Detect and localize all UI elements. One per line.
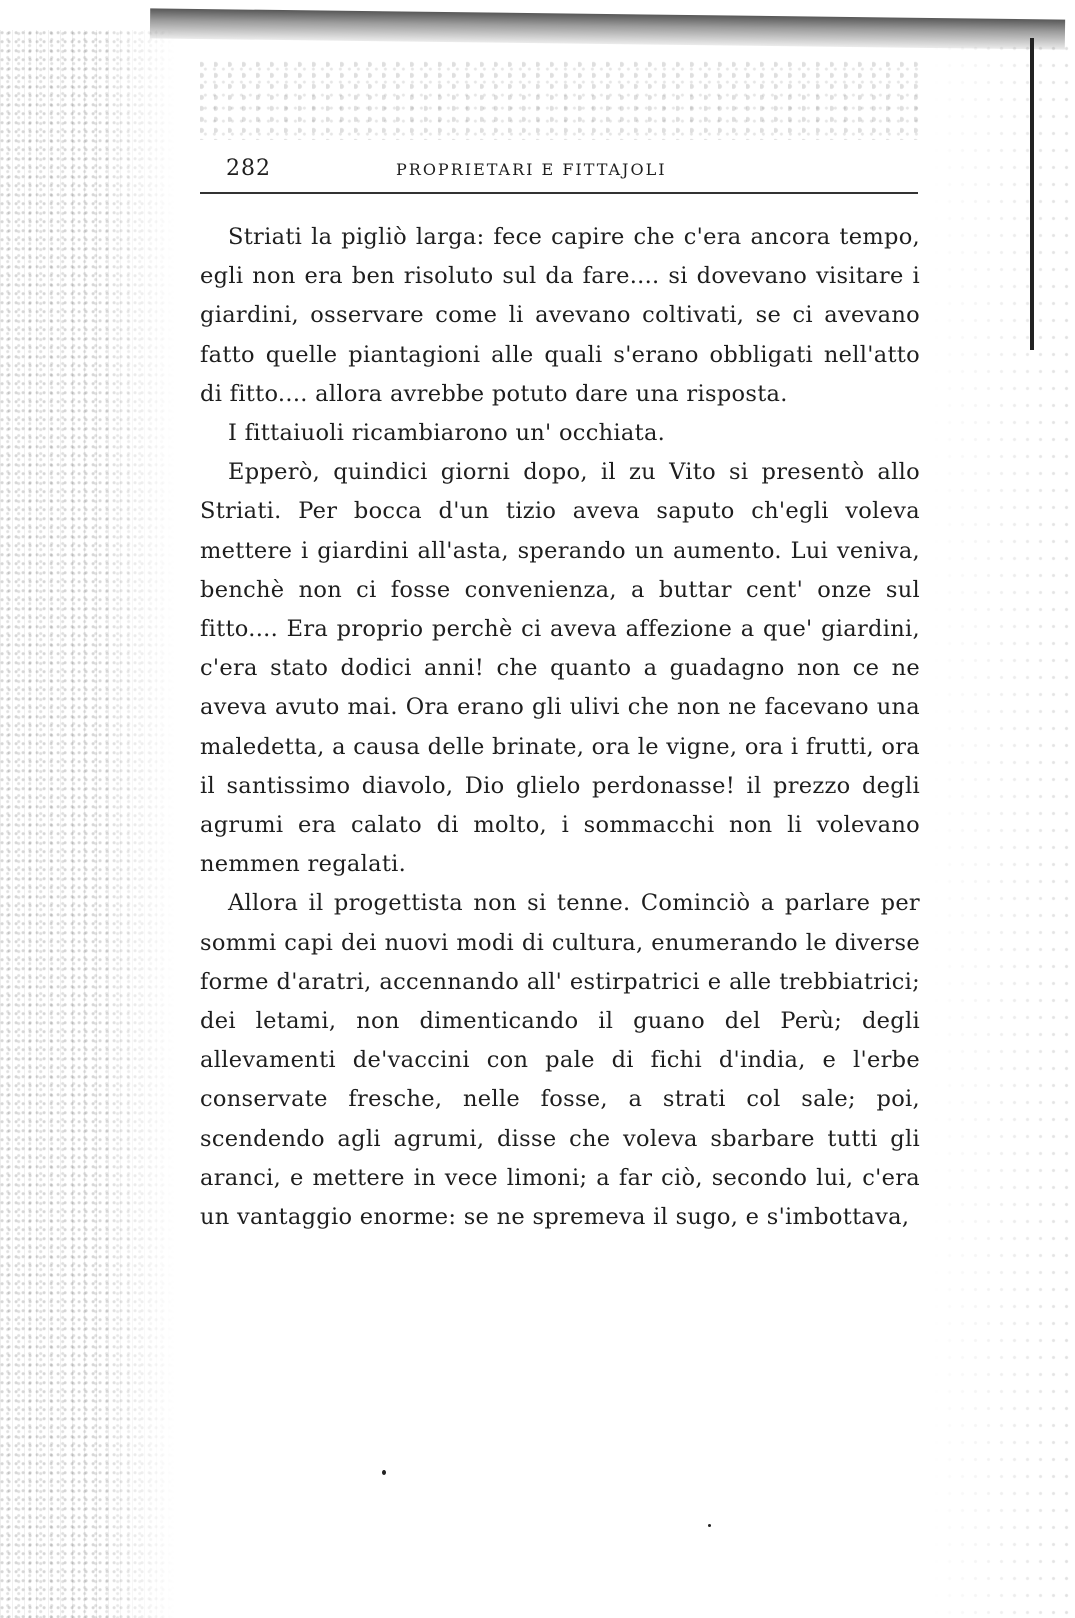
ink-speck bbox=[708, 1524, 711, 1527]
page-number: 282 bbox=[226, 156, 271, 181]
scan-noise-right bbox=[930, 40, 1075, 1618]
ink-speck bbox=[382, 1470, 386, 1475]
paragraph: I fittaiuoli ricambiarono un' occhiata. bbox=[228, 420, 666, 447]
scan-noise-left bbox=[0, 30, 175, 1618]
scan-noise-top bbox=[200, 60, 920, 140]
paragraph: Striati la pigliò larga: fece capire che c'era ancora tempo, egli non era ben risoluto sul da fare.... si dovevano visitare i giardini, osservare come li avevano coltivati, se ci avevano fatto quelle piantagioni alle quali s'erano obbligati nell'atto di fitto.... allora avrebbe potuto dare una risposta. bbox=[200, 224, 920, 407]
paragraph: Allora il progettista non si tenne. Cominciò a parlare per sommi capi dei nuovi modi di cultura, enumerando le diverse forme d'aratri, accennando all' estirpatrici e alle trebbiatrici; dei letami, non dimenticando il guano del Perù; degli allevamenti de'vaccini con pale di fichi d'india, e l'erbe conservate fresche, nelle fosse, a strati col sale; poi, scendendo agli agrumi, disse che voleva sbarbare tutti gli aranci, e mettere in vece limoni; a far ciò, secondo lui, c'era un vantaggio enorme: se ne spremeva il sugo, e s'imbottava, bbox=[200, 890, 920, 1231]
running-title: PROPRIETARI E FITTAJOLI bbox=[396, 160, 667, 179]
paragraph: Epperò, quindici giorni dopo, il zu Vito si presentò allo Striati. Per bocca d'un tizio aveva saputo ch'egli voleva mettere i giardini all'asta, sperando un aumento. Lui veniva, benchè non ci fosse convenienza, a buttar cent' onze sul fitto.... Era proprio perchè ci aveva affezione a que' giardini, c'era stato dodici anni! che quanto a guadagno non ce ne aveva avuto mai. Ora erano gli ulivi che non ne facevano una maledetta, a causa delle brinate, ora le vigne, ora i frutti, ora il santissimo diavolo, Dio glielo perdonasse! il prezzo degli agrumi era calato di molto, i sommacchi non li volevano nemmen regalati. bbox=[200, 459, 921, 878]
running-head bbox=[200, 150, 918, 194]
scan-edge-right bbox=[1030, 38, 1034, 350]
header-rule bbox=[200, 192, 918, 194]
body-text bbox=[200, 218, 920, 1237]
scan-edge-shadow bbox=[150, 8, 1065, 49]
